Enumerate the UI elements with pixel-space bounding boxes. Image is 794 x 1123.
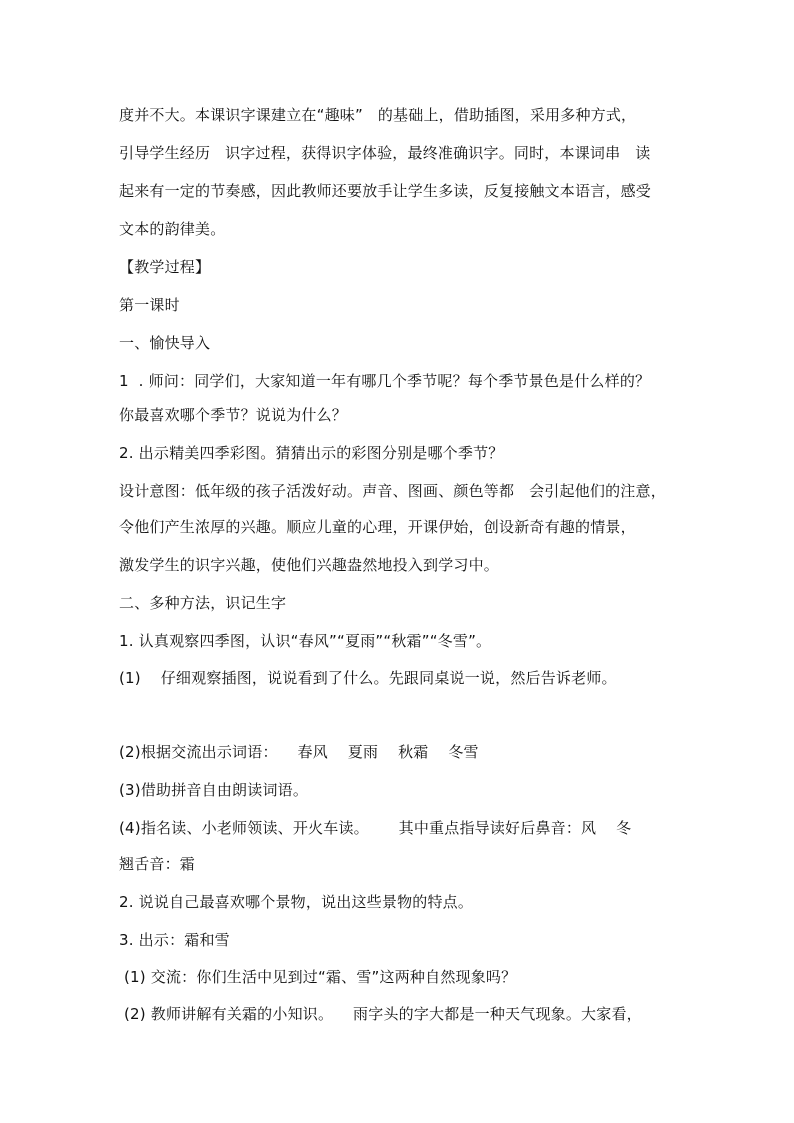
section-heading: 【教学过程】 [119,258,211,276]
text-line: (1) 仔细观察插图，说说看到了什么。先跟同桌说一说，然后告诉老师。 [119,669,617,687]
text-line: 起来有一定的节奏感，因此教师还要放手让学生多读，反复接触文本语言，感受 [119,182,652,200]
text-line: 2. 说说自己最喜欢哪个景物，说出这些景物的特点。 [119,893,474,911]
text-line: (2) 教师讲解有关霜的小知识。 雨字头的字大都是一种天气现象。大家看， [119,1005,642,1023]
text-line: 令他们产生浓厚的兴趣。顺应儿童的心理，开课伊始，创设新奇有趣的情景， [119,518,636,536]
text-line: (3)借助拼音自由朗读词语。 [119,781,309,799]
text-line: 1. 认真观察四季图，认识“春风”“夏雨”“秋霜”“冬雪”。 [119,632,492,650]
text-line: 设计意图：低年级的孩子活泼好动。声音、图画、颜色等都 会引起他们的注意， [119,482,666,500]
text-line: 文本的韵律美。 [119,220,226,238]
text-line: 引导学生经历 识字过程，获得识字体验，最终准确识字。同时，本课词串 读 [119,144,651,162]
text-line: 翘舌音：霜 [119,855,196,873]
lesson-heading: 第一课时 [119,296,180,314]
text-line: 1 . 师问：同学们，大家知道一年有哪几个季节呢？每个季节景色是什么样的？ [119,372,651,390]
step-heading: 二、多种方法，识记生字 [119,594,287,612]
text-line: 2. 出示精美四季彩图。猜猜出示的彩图分别是哪个季节？ [119,444,504,462]
text-line: (4)指名读、小老师领读、开火车读。 其中重点指导读好后鼻音：风 冬 [119,819,632,837]
text-line: 激发学生的识字兴趣，使他们兴趣盎然地投入到学习中。 [119,556,500,574]
text-line: 度并不大。本课识字课建立在“趣味” 的基础上，借助插图，采用多种方式， [119,106,637,124]
text-line: 你最喜欢哪个季节？说说为什么？ [119,406,348,424]
text-line: 3. 出示：霜和雪 [119,931,230,949]
text-line: (2)根据交流出示词语： 春风 夏雨 秋霜 冬雪 [119,743,479,761]
step-heading: 一、愉快导入 [119,334,211,352]
text-line: (1) 交流：你们生活中见到过“霜、雪”这两种自然现象吗？ [119,968,517,986]
